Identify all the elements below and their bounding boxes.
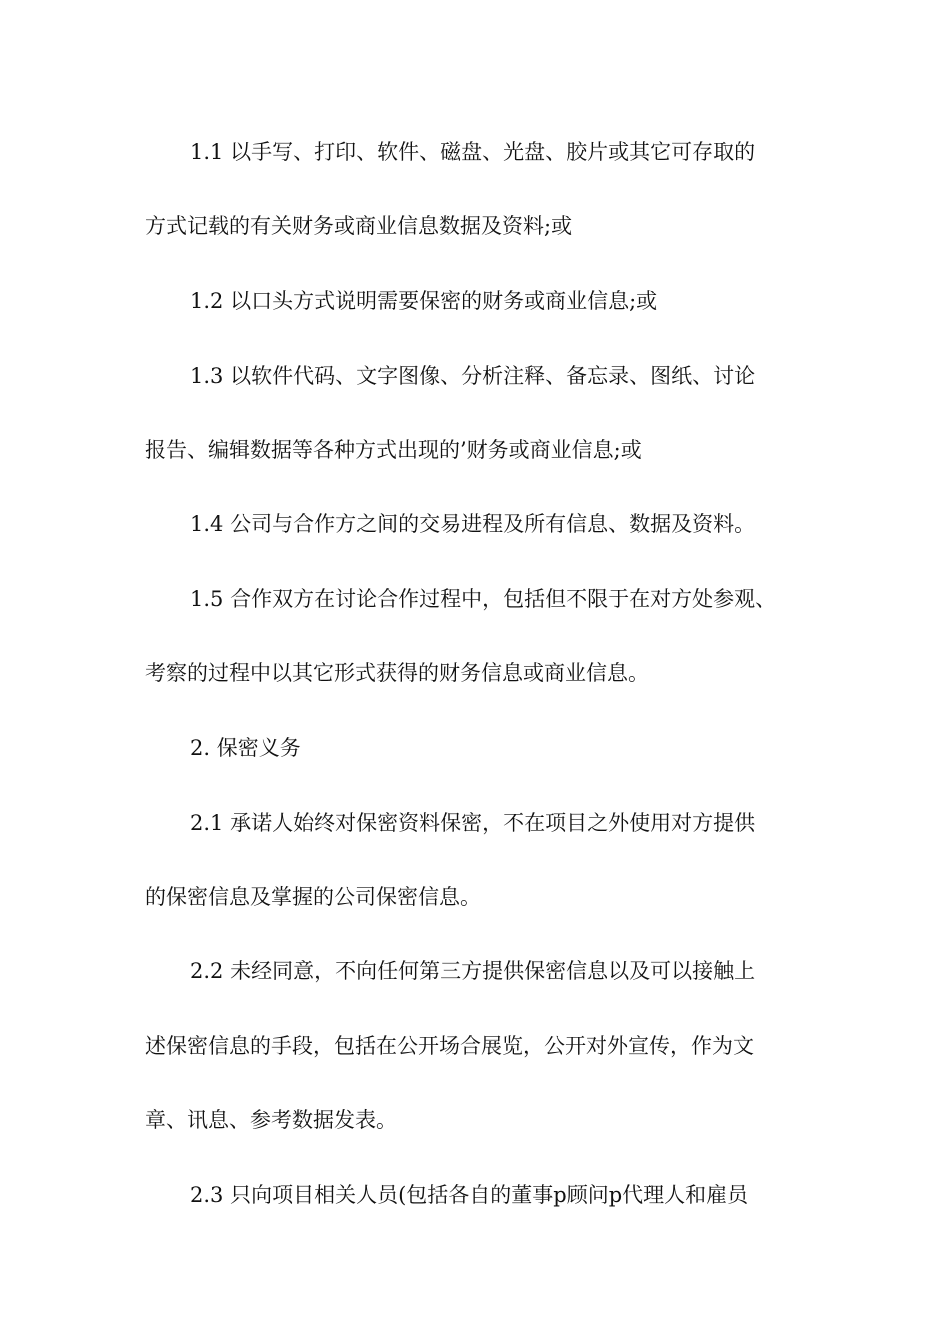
paragraph-2-2-line-2: 述保密信息的手段，包括在公开场合展览，公开对外宣传，作为文 [145, 1034, 754, 1058]
paragraph-2-1-line-2: 的保密信息及掌握的公司保密信息。 [145, 885, 481, 909]
section-heading-2: 2. 保密义务 [190, 736, 301, 760]
paragraph-2-2-line-1: 2.2 未经同意，不向任何第三方提供保密信息以及可以接触上 [190, 959, 756, 983]
paragraph-1-1-line-2: 方式记载的有关财务或商业信息数据及资料;或 [145, 214, 573, 238]
paragraph-1-3-line-1: 1.3 以软件代码、文字图像、分析注释、备忘录、图纸、讨论 [190, 364, 756, 388]
paragraph-2-3-line-1: 2.3 只向项目相关人员(包括各自的董事p顾问p代理人和雇员 [190, 1183, 749, 1207]
paragraph-1-5-line-2: 考察的过程中以其它形式获得的财务信息或商业信息。 [145, 661, 649, 685]
paragraph-1-1-line-1: 1.1 以手写、打印、软件、磁盘、光盘、胶片或其它可存取的 [190, 140, 756, 164]
paragraph-1-3-line-2: 报告、编辑数据等各种方式出现的’财务或商业信息;或 [145, 438, 642, 462]
paragraph-1-4: 1.4 公司与合作方之间的交易进程及所有信息、数据及资料。 [190, 512, 756, 536]
paragraph-2-1-line-1: 2.1 承诺人始终对保密资料保密，不在项目之外使用对方提供 [190, 811, 756, 835]
paragraph-2-2-line-3: 章、讯息、参考数据发表。 [145, 1108, 397, 1132]
paragraph-1-5-line-1: 1.5 合作双方在讨论合作过程中，包括但不限于在对方处参观、 [190, 587, 777, 611]
paragraph-1-2: 1.2 以口头方式说明需要保密的财务或商业信息;或 [190, 289, 658, 313]
